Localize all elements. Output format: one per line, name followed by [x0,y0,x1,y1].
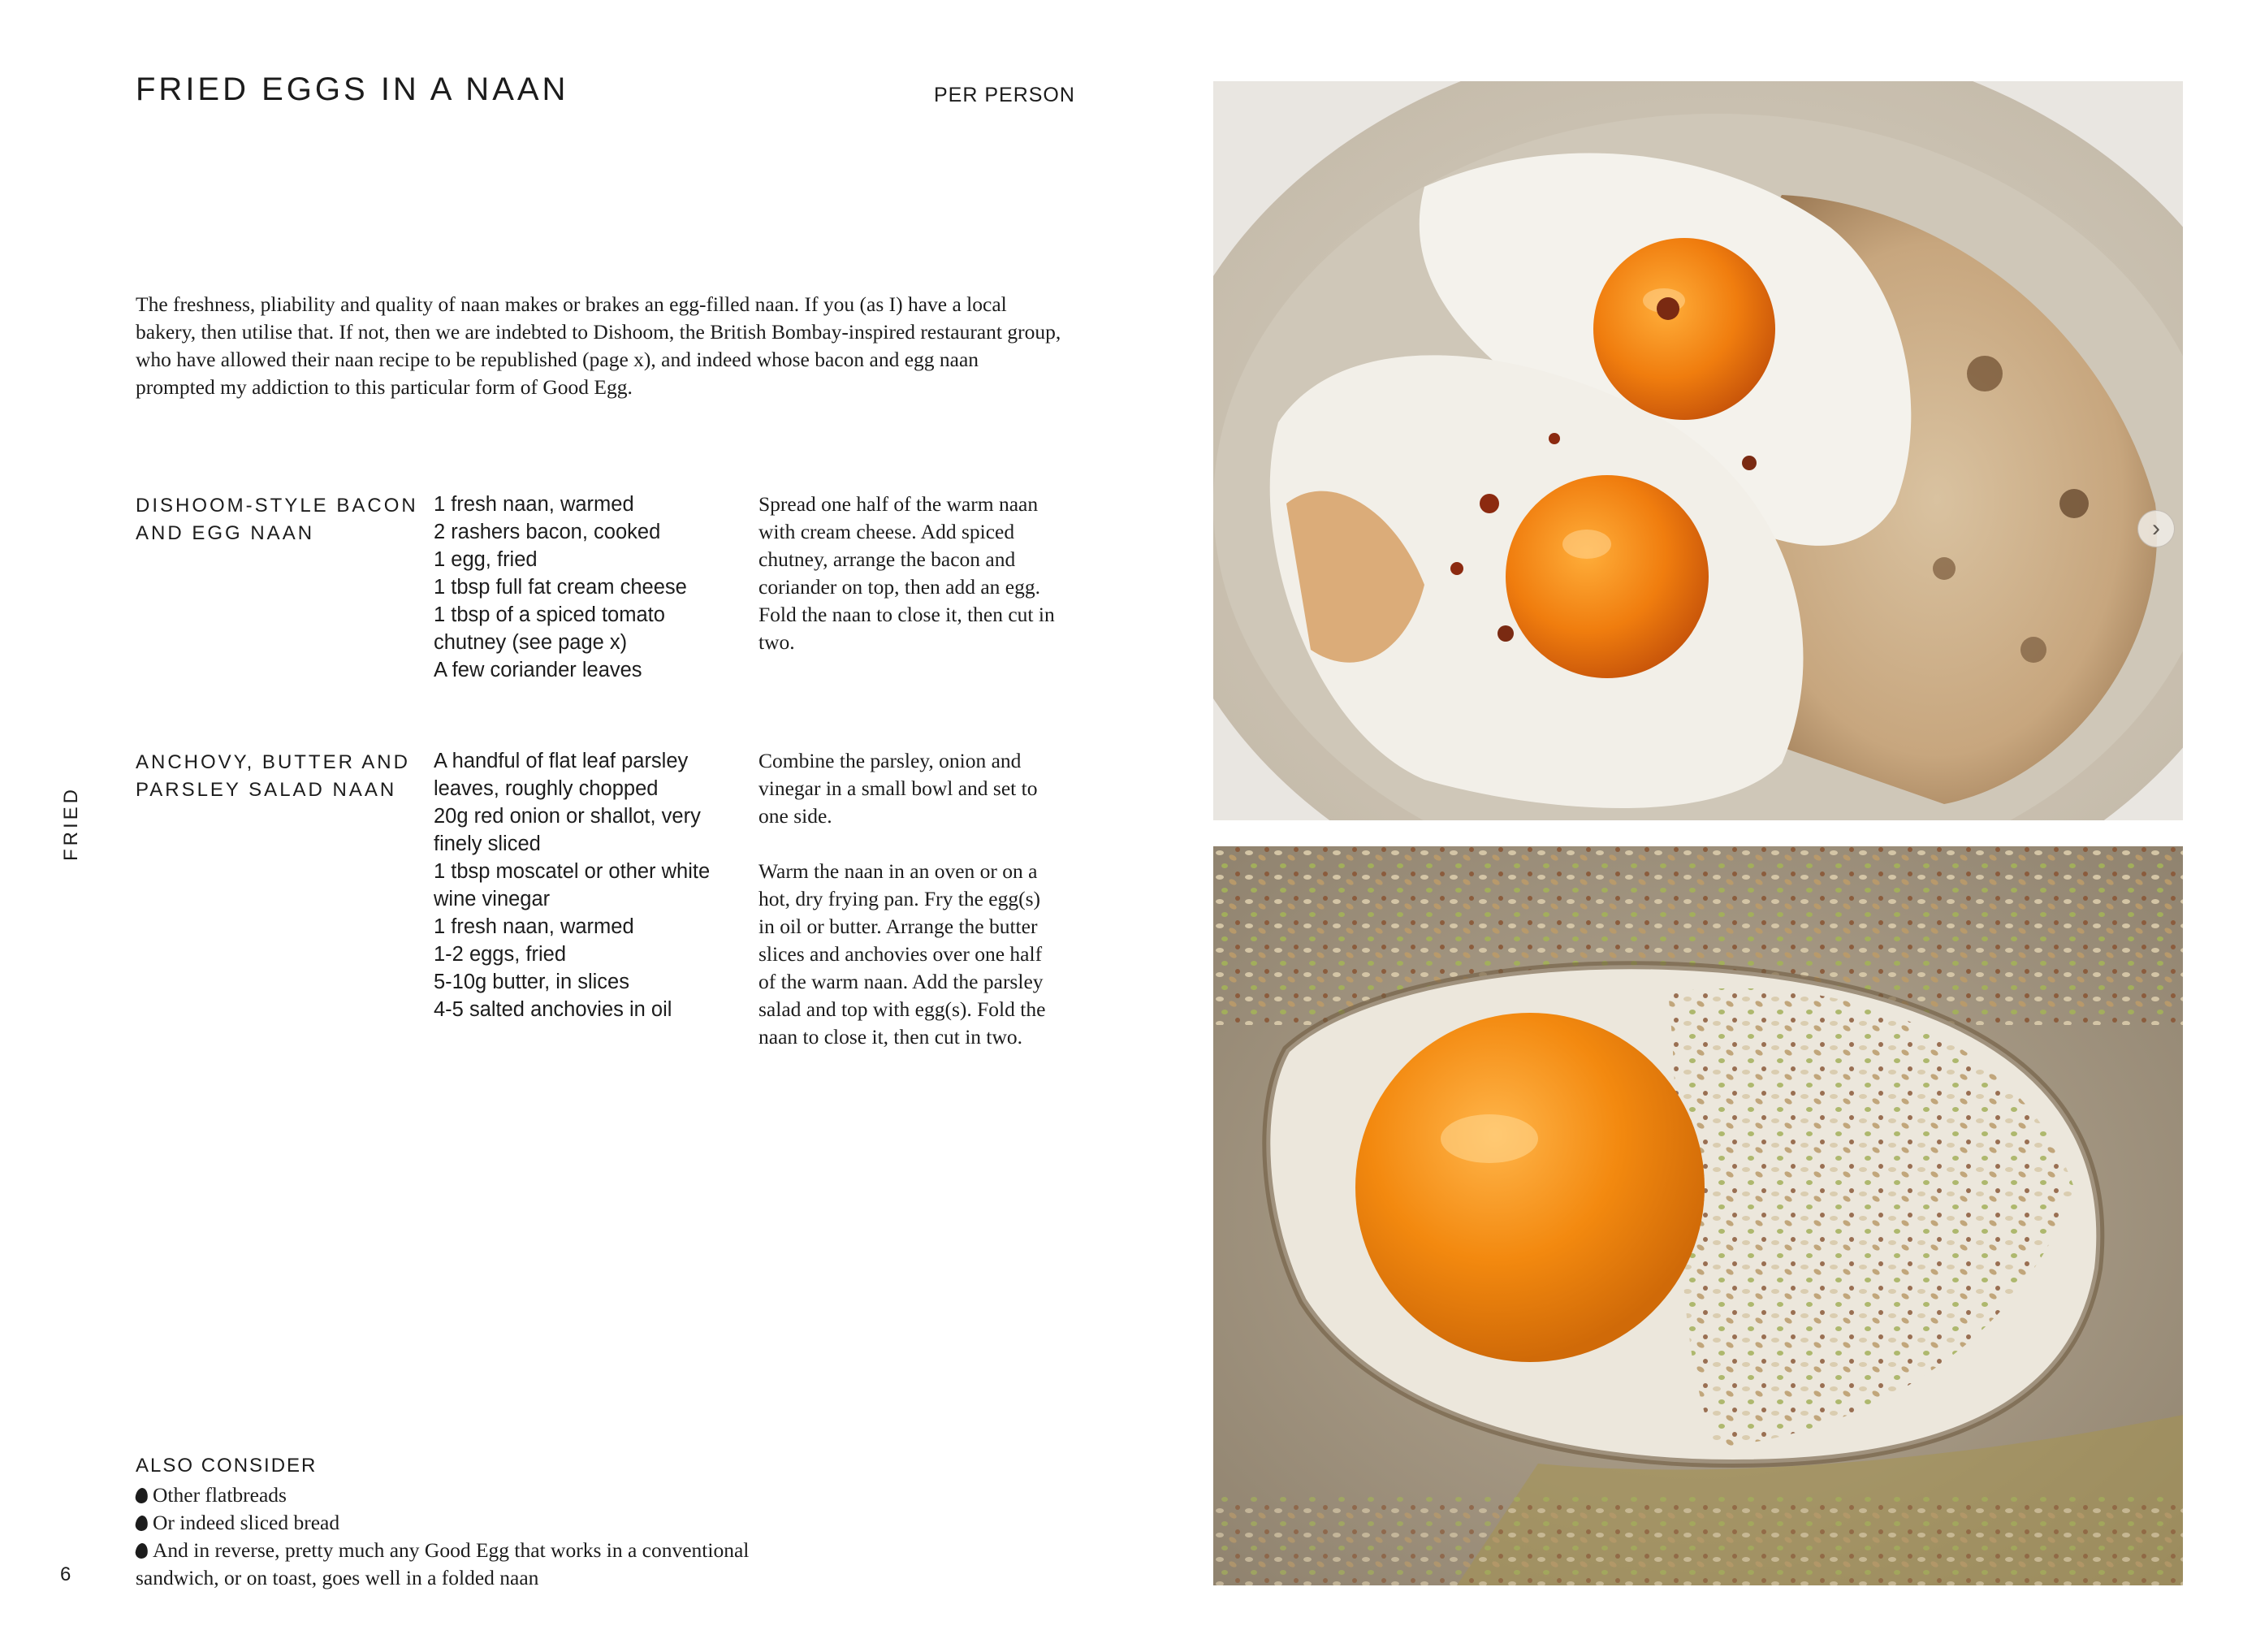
ingredient: 1 tbsp of a spiced tomato [434,603,665,626]
recipe-name-line: ANCHOVY, BUTTER AND [136,751,410,773]
drop-bullet-icon [135,1542,149,1559]
also-consider-list [136,1481,753,1592]
carousel-next-button[interactable] [2137,510,2175,547]
ingredient: chutney (see page x) [434,631,628,654]
list-item: Other flatbreads [136,1481,753,1509]
recipe-name-bacon-egg [136,492,428,547]
section-label: FRIED [60,786,82,861]
ingredient: leaves, roughly chopped [434,777,659,800]
ingredient: 5-10g butter, in slices [434,971,629,993]
chevron-right-icon: › [2152,515,2160,542]
method-step: Spread one half of the warm naan with cream cheese. Add spiced chutney, arrange the bacon and coriander on top, then add an egg. Fold the naan to close it, then cut in two. [758,492,1055,654]
ingredient: 1-2 eggs, fried [434,943,567,966]
drop-bullet-icon [135,1515,149,1532]
ingredient-list-anchovy [434,747,742,1023]
method-step: Combine the parsley, onion and vinegar in a small bowl and set to one side. [758,749,1038,828]
recipe-name-line: AND EGG NAAN [136,522,315,544]
recipe-name-line: PARSLEY SALAD NAAN [136,779,397,801]
page-number: 6 [60,1563,71,1585]
serving-size: PER PERSON [934,84,1075,106]
list-item: And in reverse, pretty much any Good Egg that works in a conventional sandwich, or on toast, goes well in a folded naan [136,1538,750,1589]
ingredient-list-bacon-egg [434,491,742,684]
also-consider-heading: ALSO CONSIDER [136,1455,318,1477]
recipe-name-anchovy [136,749,428,804]
ingredient: 1 fresh naan, warmed [434,493,634,516]
method-anchovy [758,747,1061,1051]
ingredient: 1 tbsp full fat cream cheese [434,576,687,599]
photo-bacon-egg-naan [1213,81,2183,820]
list-item: Or indeed sliced bread [136,1509,753,1537]
ingredient: wine vinegar [434,888,551,910]
method-step: Warm the naan in an oven or on a hot, dry frying pan. Fry the egg(s) in oil or butter. Arrange the butter slices and anchovies over one half of the warm naan. Add the parsley salad and top with egg(s). Fold the naan to close it, then cut in two. [758,859,1046,1049]
ingredient: 2 rashers bacon, cooked [434,521,661,543]
ingredient: 1 tbsp moscatel or other white [434,860,711,883]
ingredient: 1 fresh naan, warmed [434,915,634,938]
drop-bullet-icon [135,1487,149,1504]
ingredient: A handful of flat leaf parsley [434,750,689,772]
method-bacon-egg [758,491,1061,656]
ingredient: finely sliced [434,832,541,855]
ingredient: 20g red onion or shallot, very [434,805,701,828]
ingredient: A few coriander leaves [434,659,642,681]
ingredient: 4-5 salted anchovies in oil [434,998,672,1021]
recipe-title: FRIED EGGS IN A NAAN [136,71,569,107]
recipe-name-line: DISHOOM-STYLE BACON [136,495,418,517]
ingredient: 1 egg, fried [434,548,538,571]
intro-paragraph: The freshness, pliability and quality of naan makes or brakes an egg-filled naan. If you (as I) have a local bakery, then utilise that. If not, then we are indebted to Dishoom, the British Bombay-inspired restaurant group, who have allowed their naan recipe to be republished (page x), and indeed whose bacon and egg naan prompted my addiction to this particular form of Good Egg. [136,292,1061,399]
photo-fried-egg-dukkah [1213,846,2183,1585]
